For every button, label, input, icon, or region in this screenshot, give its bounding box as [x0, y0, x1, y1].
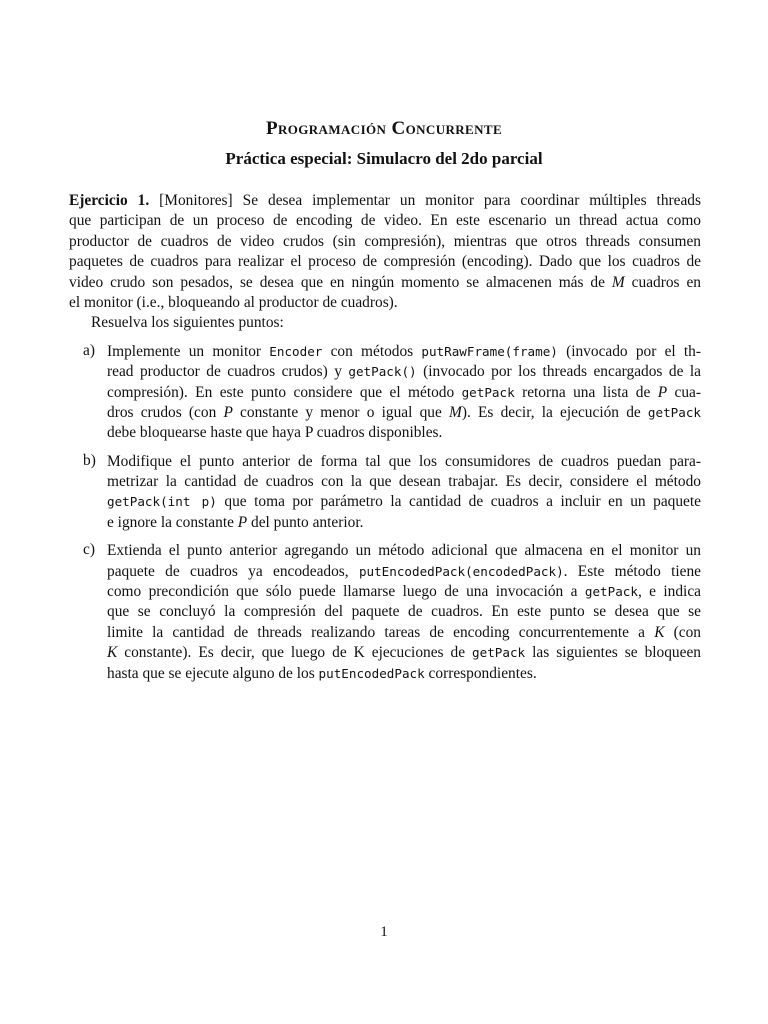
list-item-b: b) Modifique el punto anterior de forma tal que los consumidores de cuadros puedan para- metrizar la cantidad de cuadros con la que desean trabajar. Es decir, considere el método getPack(int p) que toma por parámetro la cantidad de cuadros a incluir en un paquete e ignore la constante P del punto anterior.: [83, 451, 701, 531]
page-title: Programación Concurrente: [265, 118, 503, 139]
item-label-b: b): [83, 451, 96, 469]
intro-line-5: video crudo son pesados, se desea que en ningún momento se almacenen más de M cuadros en: [69, 273, 702, 291]
exercise-section: [69, 191, 701, 684]
item-label-a: a): [83, 341, 95, 359]
intro-line-3: productor de cuadros de video crudos (sin compresión), mientras que otros threads consumen: [69, 232, 701, 250]
list-item-c: c) Extienda el punto anterior agregando un método adicional que almacena en el monitor un paquete de cuadros ya encodeados, putEncodedPack(encodedPack). Este método tiene como precondición que sólo puede llamarse luego de una invocación a getPack, e indica que se concluyó la compresión del paquete de cuadros. En este punto se desea que se limite la cantidad de threads realizando tareas de encoding concurrentemente a K (con K constante). Es decir, que luego de K ejecuciones de getPack las siguientes se bloqueen hasta que se ejecute alguno de los putEncodedPack correspondientes.: [83, 541, 701, 682]
intro-line-2: que participan de un proceso de encoding de video. En este escenario un thread actua como: [69, 212, 701, 230]
intro-line-4: paquetes de cuadros para realizar el proceso de compresión (encoding). Dado que los cuadros de: [69, 253, 701, 271]
instruction-line: Resuelva los siguientes puntos:: [91, 314, 284, 332]
intro-line-1: Ejercicio 1. [Monitores] Se desea implementar un monitor para coordinar múltiples threads: [69, 192, 701, 209]
intro-line-6: el monitor (i.e., bloqueando al productor de cuadros).: [69, 293, 398, 311]
exercise-topic: [Monitores]: [159, 192, 233, 209]
page-subtitle: Práctica especial: Simulacro del 2do parcial: [225, 149, 543, 168]
exercise-heading: Ejercicio 1.: [69, 192, 150, 209]
page-number: 1: [380, 924, 388, 940]
item-label-c: c): [83, 541, 95, 559]
list-item-a: a) Implemente un monitor Encoder con métodos putRawFrame(frame) (invocado por el th- read productor de cuadros crudos) y getPack() (invocado por los threads encargados de la compresión). En este punto considere que el método getPack retorna una lista de P cua- dros crudos (con P constante y menor o igual que M). Es decir, la ejecución de getPack debe bloquearse haste que haya P cuadros disponibles.: [83, 341, 701, 442]
